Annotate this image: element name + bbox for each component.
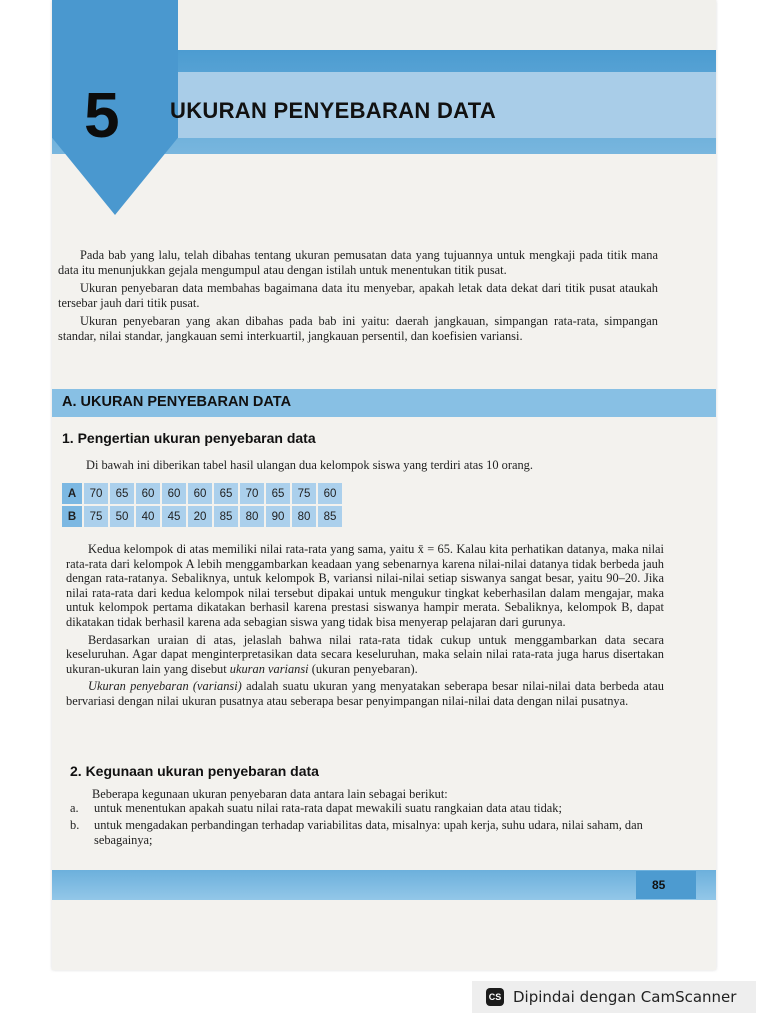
table-cell: 90 [266,506,290,527]
chapter-number: 5 [84,79,120,151]
list-text: untuk mengadakan perbandingan terhadap variabilitas data, misalnya: upah kerja, suhu udara, nilai saham, dan sebagainya; [94,818,643,847]
table-cell: 60 [136,483,160,504]
definition-paragraph [66,679,664,708]
usage-list [70,801,670,850]
table-cell: 60 [162,483,186,504]
page-number-box [636,871,696,899]
table-cell: 65 [214,483,238,504]
body-text: Berdasarkan uraian di atas, jelaslah bahwa nilai rata-rata tidak cukup untuk menggambarkan data secara keseluruhan. Agar dapat menginterpretasikan data secara keseluruhan, maka selain nilai rata-rata juga harus disertakan ukuran-ukuran lain yang disebut [66,632,664,676]
camscanner-icon: CS [486,988,504,1006]
explanation-text [66,542,664,715]
chapter-intro [58,248,658,347]
watermark-text: Dipindai dengan CamScanner [513,988,737,1006]
table-cell: 65 [266,483,290,504]
row-label: A [62,483,82,504]
page-background [0,0,52,1024]
table-row [62,483,342,504]
table-cell: 75 [84,506,108,527]
score-table [60,481,344,529]
table-row [62,506,342,527]
table-cell: 45 [162,506,186,527]
list-item [70,801,670,816]
intro-paragraph: Pada bab yang lalu, telah dibahas tentang ukuran pemusatan data yang tujuannya untuk mengkaji pada titik mana data itu menunjukkan gejala mengumpul atau dengan istilah untuk menentukan titik pusat. [58,248,658,277]
body-text: adalah suatu ukuran yang menyatakan seberapa besar nilai-nilai data berbeda atau bervariasi dengan nilai ukuran pusatnya atau seberapa besar penyimpangan nilai-nilai data dengan nilai pusatnya. [66,679,664,708]
list-text: untuk menentukan apakah suatu nilai rata-rata dapat mewakili suatu rangkaian data atau tidak; [94,801,562,815]
list-marker: b. [70,818,80,832]
table-cell: 85 [318,506,342,527]
subsection-title: 2. Kegunaan ukuran penyebaran data [70,763,319,779]
subsection-intro: Di bawah ini diberikan tabel hasil ulangan dua kelompok siswa yang terdiri atas 10 orang. [86,458,533,472]
body-paragraph: Kedua kelompok di atas memiliki nilai rata-rata yang sama, yaitu x̄ = 65. Kalau kita perhatikan datanya, maka nilai rata-rata dari kelompok A lebih menggambarkan keadaan yang sebenarnya karena nilai-nilai datanya tidak berbeda jauh dengan rata-ratanya. Sebaliknya, untuk kelompok B, variansi nilai-nilai setiap siswanya sangat besar, yaitu 90–20. Jika nilai rata-rata dari kedua kelompok nilai tersebut dipakai untuk mengukur tingkat keberhasilan dalam mengajar, maka untuk kelompok pertama dikatakan berhasil karena prestasi siswanya hampir merata. Sebaliknya, kelompok B, dapat dikatakan tidak berhasil karena ada sebagian siswa yang tidak bisa menyerap pelajaran dari gurunya. [66,542,664,629]
table-cell: 60 [188,483,212,504]
table-cell: 60 [318,483,342,504]
table-cell: 75 [292,483,316,504]
footer-band [52,870,716,900]
subsection-intro: Beberapa kegunaan ukuran penyebaran data antara lain sebagai berikut: [92,787,448,801]
list-item [70,818,670,848]
table-cell: 65 [110,483,134,504]
intro-paragraph: Ukuran penyebaran data membahas bagaimana data itu menyebar, apakah letak data dekat dari titik pusat ataukah tersebar jauh dari titik pusat. [58,281,658,310]
body-paragraph [66,633,664,677]
body-text: (ukuran penyebaran). [308,661,418,676]
table-cell: 70 [240,483,264,504]
term-emphasis: ukuran variansi [229,661,309,676]
row-label: B [62,506,82,527]
chapter-title: UKURAN PENYEBARAN DATA [170,98,497,123]
subsection-title: 1. Pengertian ukuran penyebaran data [62,430,316,446]
term-emphasis: Ukuran penyebaran (variansi) [88,679,242,694]
page-number: 85 [652,878,666,892]
section-title: A. UKURAN PENYEBARAN DATA [62,394,292,410]
book-page [52,0,716,970]
table-cell: 80 [240,506,264,527]
table-cell: 20 [188,506,212,527]
table-cell: 40 [136,506,160,527]
table-cell: 85 [214,506,238,527]
table-cell: 70 [84,483,108,504]
table-cell: 50 [110,506,134,527]
scanner-watermark [472,981,756,1013]
list-marker: a. [70,801,79,815]
intro-paragraph: Ukuran penyebaran yang akan dibahas pada bab ini yaitu: daerah jangkauan, simpangan rata-rata, simpangan standar, nilai standar, jangkauan semi interkuartil, jangkauan persentil, dan koefisien variansi. [58,314,658,343]
table-cell: 80 [292,506,316,527]
